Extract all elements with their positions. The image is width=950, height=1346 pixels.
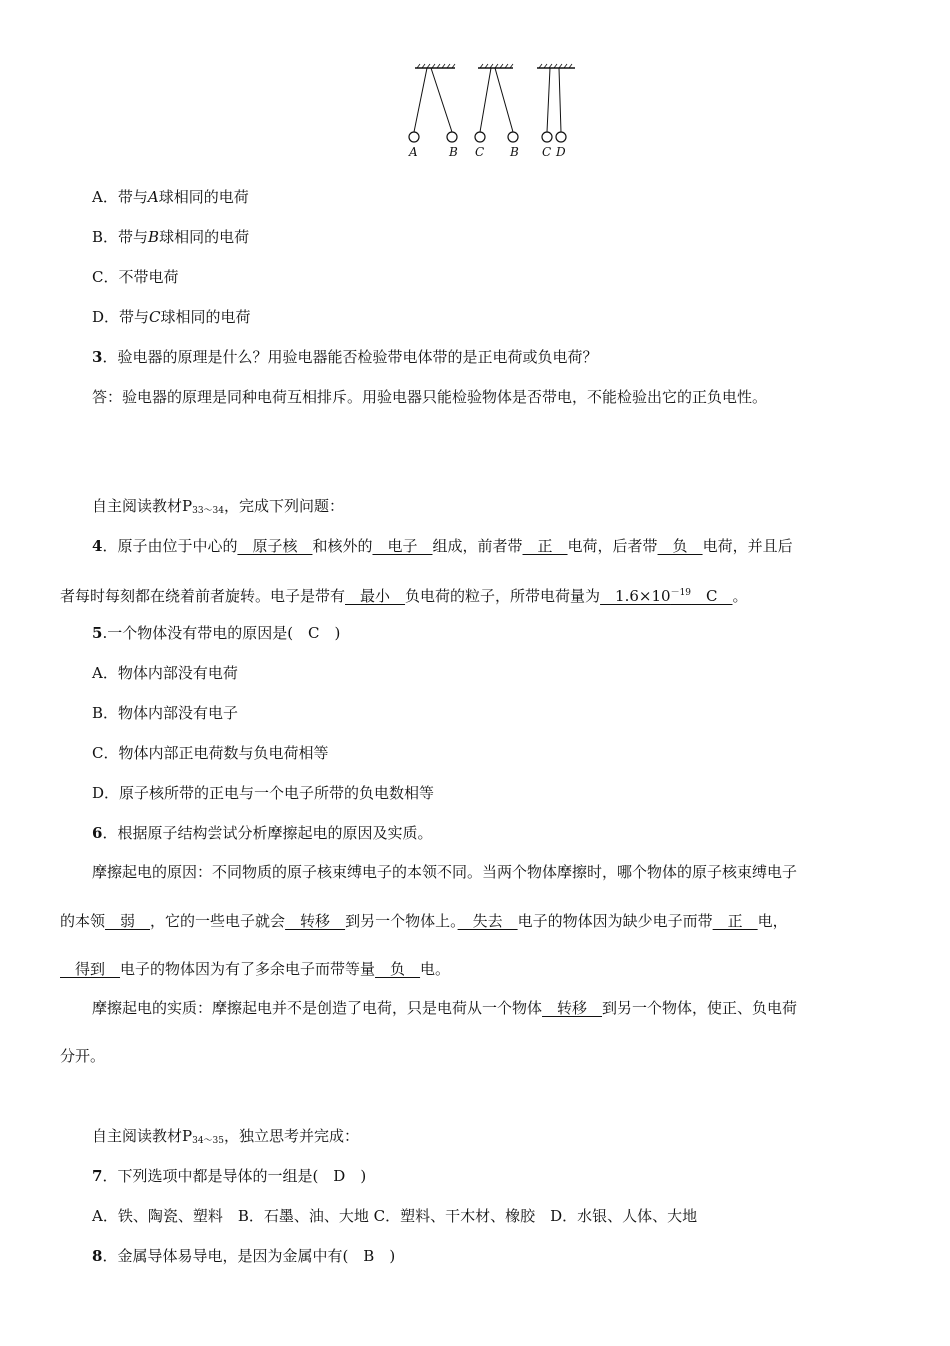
question-text: 电荷，后者带 xyxy=(567,537,658,555)
page-range: 33～34 xyxy=(192,506,224,516)
q2-option-a xyxy=(92,187,249,207)
ball-c xyxy=(475,132,485,142)
answer-blank: 失去 xyxy=(457,912,518,930)
question-6-para-2 xyxy=(60,911,788,931)
question-text: ．根据原子结构尝试分析摩擦起电的原因及实质。 xyxy=(102,824,433,842)
answer-blank: 负 xyxy=(375,960,421,978)
question-7-options: A．铁、陶瓷、塑料 B．石墨、油、大地 C．塑料、干木材、橡胶 D．水银、人体、大地 xyxy=(92,1207,698,1225)
question-text: ．金属导体易导电，是因为金属中有( B ) xyxy=(102,1247,396,1265)
question-number: 3 xyxy=(92,348,103,366)
question-text: 摩擦起电的实质：摩擦起电并不是创造了电荷，只是电荷从一个物体 xyxy=(92,999,543,1017)
q5-option-d: D．原子核所带的正电与一个电子所带的负电数相等 xyxy=(92,784,435,802)
question-8 xyxy=(92,1246,395,1266)
ball-d xyxy=(556,132,566,142)
answer-blank xyxy=(600,587,732,605)
charged-balls-figure xyxy=(395,60,595,160)
option-text: 球相同的电荷 xyxy=(158,188,249,206)
instruction-text: 自主阅读教材P xyxy=(92,497,193,515)
question-number: 6 xyxy=(92,824,103,842)
reading-instruction-1 xyxy=(92,496,344,521)
question-3 xyxy=(92,347,597,367)
question-text: 和核外的 xyxy=(312,537,373,555)
question-number: 8 xyxy=(92,1247,103,1265)
answer-blank: 正 xyxy=(712,912,758,930)
reading-instruction-2 xyxy=(92,1126,359,1151)
question-text: ．下列选项中都是导体的一组是( D ) xyxy=(102,1167,367,1185)
question-text: ．验电器的原理是什么？用验电器能否检验带电体带的是正电荷或负电荷？ xyxy=(102,348,598,366)
question-text: 的本领 xyxy=(60,912,106,930)
question-text: 。 xyxy=(732,587,748,605)
question-6-para-1: 摩擦起电的原因：不同物质的原子核束缚电子的本领不同。当两个物体摩擦时，哪个物体的原子核束缚电子 xyxy=(92,863,798,881)
q2-option-c: C．不带电荷 xyxy=(92,268,179,286)
question-5 xyxy=(92,623,340,643)
page-range: 34～35 xyxy=(192,1136,224,1146)
answer-blank: 转移 xyxy=(542,999,603,1017)
answer-exponent: －19 xyxy=(670,588,692,598)
question-text: 组成，前者带 xyxy=(432,537,523,555)
ball-b2 xyxy=(508,132,518,142)
label-b: B xyxy=(449,145,458,159)
label-d: D xyxy=(556,145,566,159)
ball-b xyxy=(447,132,457,142)
question-6-para-3 xyxy=(60,959,450,979)
answer-blank: 电子 xyxy=(372,537,433,555)
question-text: 者每时每刻都在绕着前者旋转。电子是带有 xyxy=(60,587,346,605)
question-number: 4 xyxy=(92,537,103,555)
option-variable: A xyxy=(147,188,159,206)
option-text: 球相同的电荷 xyxy=(159,228,250,246)
question-6-para-5: 分开。 xyxy=(60,1047,106,1065)
question-text: 电荷，并且后 xyxy=(702,537,793,555)
question-3-answer: 答：验电器的原理是同种电荷互相排斥。用验电器只能检验物体是否带电，不能检验出它的正负电性。 xyxy=(92,388,768,406)
q2-option-d xyxy=(92,307,251,327)
answer-blank: 正 xyxy=(522,537,568,555)
question-number: 5 xyxy=(92,624,103,642)
option-variable: B xyxy=(148,228,160,246)
option-text: B．带与 xyxy=(92,228,149,246)
answer-blank: 最小 xyxy=(345,587,406,605)
question-text: ，它的一些电子就会 xyxy=(150,912,286,930)
question-6-para-4 xyxy=(92,998,797,1018)
instruction-text: ，独立思考并完成： xyxy=(224,1127,360,1145)
question-text: 负电荷的粒子，所带电荷量为 xyxy=(405,587,601,605)
answer-blank: 负 xyxy=(657,537,703,555)
option-text: 球相同的电荷 xyxy=(160,308,251,326)
label-b2: B xyxy=(510,145,519,159)
question-4-line-1 xyxy=(92,536,793,556)
answer-value: 1.6×10 xyxy=(600,587,671,605)
question-text: 电子的物体因为有了多余电子而带等量 xyxy=(120,960,376,978)
q2-option-b xyxy=(92,227,249,247)
option-variable: C xyxy=(149,308,161,326)
q5-option-b: B．物体内部没有电子 xyxy=(92,704,239,722)
label-c: C xyxy=(475,145,485,159)
question-4-line-2 xyxy=(60,583,748,606)
question-text: 到另一个物体，使正、负电荷 xyxy=(602,999,798,1017)
instruction-text: 自主阅读教材P xyxy=(92,1127,193,1145)
label-c2: C xyxy=(542,145,552,159)
answer-blank: 得到 xyxy=(60,960,121,978)
instruction-text: ，完成下列问题： xyxy=(224,497,345,515)
q5-option-a: A．物体内部没有电荷 xyxy=(92,664,238,682)
option-text: D．带与 xyxy=(92,308,150,326)
question-6 xyxy=(92,823,432,843)
answer-blank: 转移 xyxy=(285,912,346,930)
label-a: A xyxy=(409,145,418,159)
answer-unit: C xyxy=(691,587,733,605)
question-text: 电子的物体因为缺少电子而带 xyxy=(517,912,713,930)
question-text: ．原子由位于中心的 xyxy=(102,537,238,555)
question-text: .一个物体没有带电的原因是( C ) xyxy=(102,624,341,642)
question-number: 7 xyxy=(92,1167,103,1185)
ball-a xyxy=(409,132,419,142)
question-text: 到另一个物体上。 xyxy=(345,912,458,930)
answer-blank: 原子核 xyxy=(237,537,313,555)
question-text: 电， xyxy=(757,912,788,930)
question-7 xyxy=(92,1166,366,1186)
ball-c2 xyxy=(542,132,552,142)
answer-blank: 弱 xyxy=(105,912,151,930)
q5-option-c: C．物体内部正电荷数与负电荷相等 xyxy=(92,744,329,762)
question-text: 电。 xyxy=(420,960,451,978)
option-text: A．带与 xyxy=(92,188,148,206)
